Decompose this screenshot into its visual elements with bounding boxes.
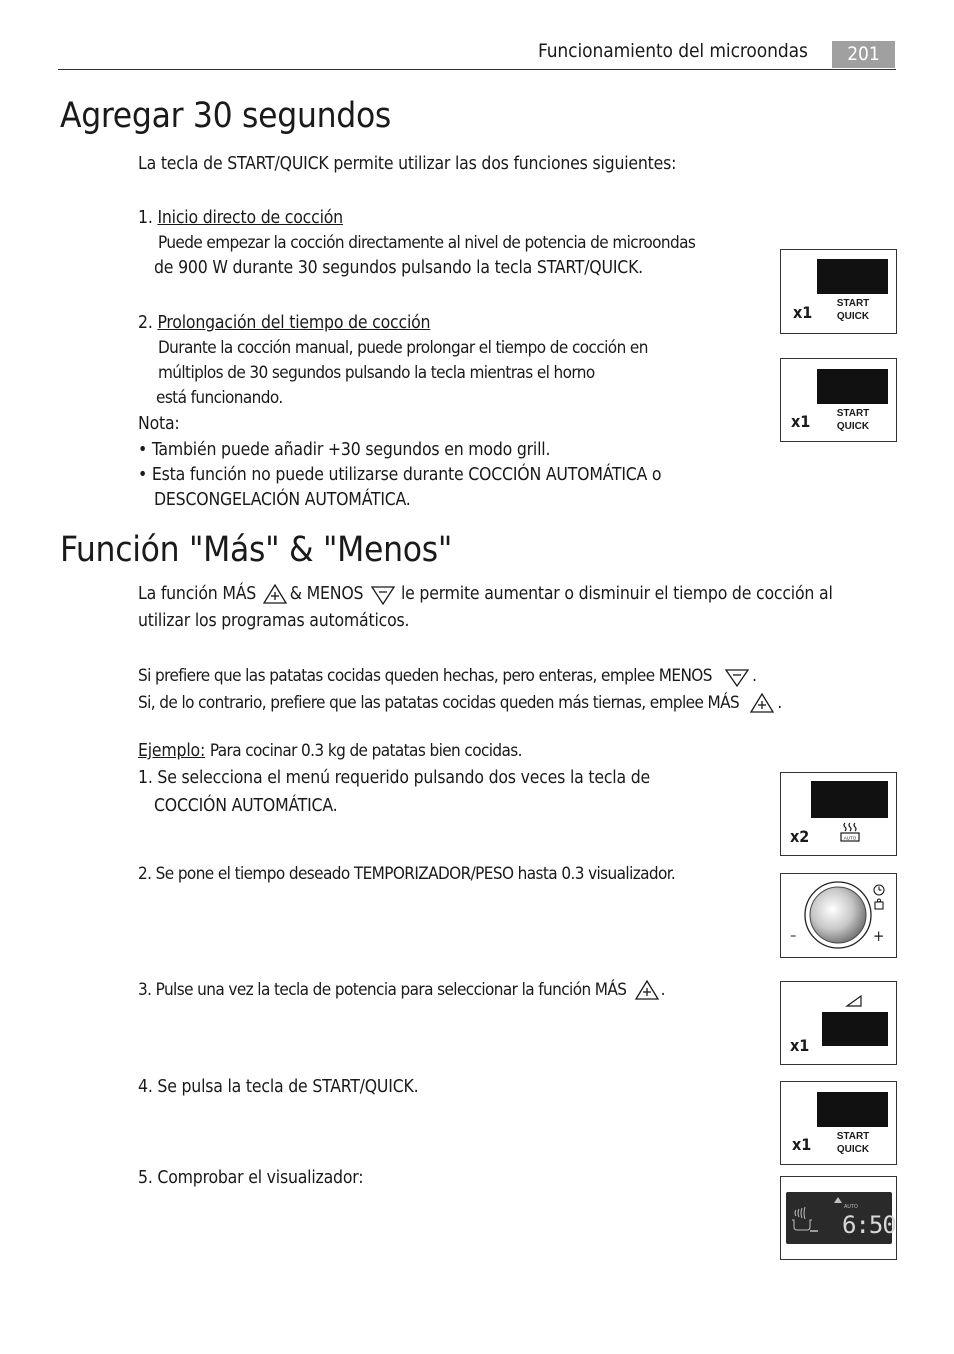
item-2-number: 2. [138,313,153,333]
example-line [138,740,522,762]
note-label: Nota: [138,414,180,434]
press-count-label: x1 [791,412,811,431]
step-1-line-1: 1. Se selecciona el menú requerido pulsando dos veces la tecla de [138,768,651,788]
display-screen [811,781,888,818]
example-label: Ejemplo: [138,741,206,761]
item-2-line-3: está funcionando. [156,388,283,408]
timer-weight-knob-panel [780,873,897,958]
menos-tip-period: . [752,666,757,686]
press-count-label: x1 [793,303,813,322]
mas-menos-intro-line-1 [138,583,833,605]
mas-tip [138,692,782,714]
auto-label: AUTO [843,835,857,841]
mas-menos-intro-line-2: utilizar los programas automáticos. [138,611,410,631]
item-1-heading [138,207,343,229]
power-level-icon [845,995,863,1007]
plus-triangle-icon [262,583,288,605]
start-quick-key[interactable] [831,1130,875,1156]
press-count-label: x1 [792,1135,812,1154]
start-label: START [836,298,870,309]
mas-tip-period: . [777,693,782,713]
item-2-title: Prolongación del tiempo de cocción [157,313,431,333]
note-bullet-2-line-1: • Esta función no puede utilizarse durante COCCIÓN AUTOMÁTICA o [138,465,662,485]
auto-cook-panel [780,772,897,856]
knob-plus-label: + [873,927,885,945]
quick-label: QUICK [836,311,870,322]
quick-label: QUICK [836,421,870,432]
knob-minus-label: – [790,928,797,944]
item-1-line-1: Puede empezar la cocción directamente al nivel de potencia de microondas [158,233,696,253]
start-label: START [836,1131,870,1142]
item-2-line-2: múltiplos de 30 segundos pulsando la tecla mientras el horno [158,363,595,383]
item-1-line-2: de 900 W durante 30 segundos pulsando la tecla START/QUICK. [154,258,643,278]
section-title-agregar: Agregar 30 segundos [60,96,392,136]
step-3-period: . [660,980,665,1000]
start-quick-panel-3 [780,1081,897,1165]
step-3-text: 3. Pulse una vez la tecla de potencia para seleccionar la función MÁS [138,980,627,1000]
step-2: 2. Se pone el tiempo deseado TEMPORIZADOR/PESO hasta 0.3 visualizador. [138,864,676,884]
press-count-label: x2 [790,827,810,846]
minus-triangle-icon [722,665,752,687]
plus-triangle-icon [747,692,777,714]
intro-part-2: & MENOS [289,584,364,604]
knob-icon[interactable] [803,880,873,950]
weight-icon [873,898,885,910]
result-display-panel [780,1176,897,1260]
intro-text: La tecla de START/QUICK permite utilizar las dos funciones siguientes: [138,154,677,174]
display-screen [817,259,888,294]
menos-tip [138,665,756,687]
quick-label: QUICK [836,1144,870,1155]
step-4: 4. Se pulsa la tecla de START/QUICK. [138,1077,419,1097]
page-number: 201 [832,41,895,68]
item-2-line-1: Durante la cocción manual, puede prolongar el tiempo de cocción en [158,338,648,358]
item-1-title: Inicio directo de cocción [157,208,343,228]
mas-tip-text: Si, de lo contrario, prefiere que las patatas cocidas queden más tiernas, emplee MÁS [138,693,740,713]
lcd-display [786,1192,896,1244]
auto-cook-icon[interactable] [839,821,861,843]
time-readout: 6:50 [842,1211,896,1239]
header-divider [58,69,896,70]
step-5: 5. Comprobar el visualizador: [138,1168,364,1188]
cooking-pot-icon [790,1204,820,1234]
menos-tip-text: Si prefiere que las patatas cocidas queden hechas, pero enteras, emplee MENOS [138,666,712,686]
start-label: START [836,408,870,419]
press-count-label: x1 [790,1036,810,1055]
plus-triangle-icon [633,979,661,1001]
display-screen [822,1012,888,1046]
clock-icon [872,883,886,897]
display-screen [817,369,888,404]
item-1-number: 1. [138,208,153,228]
note-bullet-1: • También puede añadir +30 segundos en modo grill. [138,440,551,460]
note-bullet-2-line-2: DESCONGELACIÓN AUTOMÁTICA. [154,490,411,510]
display-screen [817,1092,888,1127]
step-3 [138,979,665,1001]
start-quick-panel-1 [780,249,897,334]
intro-part-3: le permite aumentar o disminuir el tiempo de cocción al [400,584,833,604]
start-quick-panel-2 [780,358,897,442]
start-quick-key[interactable] [831,407,875,433]
power-panel [780,981,897,1065]
step-1-line-2: COCCIÓN AUTOMÁTICA. [154,796,338,816]
section-title-mas-menos: Función "Más" & "Menos" [60,530,453,570]
minus-triangle-icon [370,583,396,605]
example-text: Para cocinar 0.3 kg de patatas bien cocidas. [209,741,522,761]
item-2-heading [138,312,430,334]
up-arrow-indicator-icon [833,1196,843,1204]
section-header: Funcionamiento del microondas [538,40,808,62]
auto-indicator: AUTO [844,1204,858,1210]
intro-part-1: La función MÁS [138,584,257,604]
start-quick-key[interactable] [831,297,875,323]
